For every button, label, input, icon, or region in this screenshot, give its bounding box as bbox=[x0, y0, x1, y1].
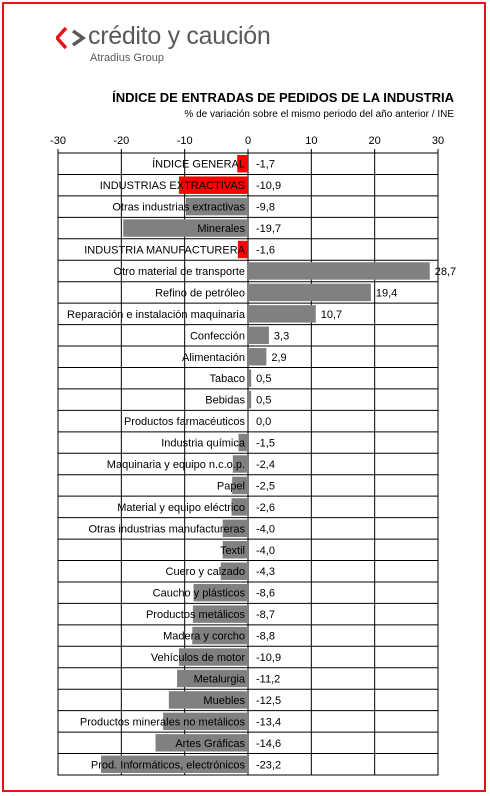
data-label: 10,7 bbox=[320, 308, 343, 321]
data-label: -4,0 bbox=[256, 544, 275, 557]
category-label: Refino de petróleo bbox=[155, 287, 245, 300]
x-tick-label: 30 bbox=[431, 135, 445, 147]
data-label: 28,7 bbox=[434, 265, 457, 278]
x-tick-label: -20 bbox=[113, 135, 130, 147]
data-label: -2,4 bbox=[256, 459, 275, 471]
category-label: INDUSTRIAS EXTRACTIVAS bbox=[99, 180, 245, 193]
x-tick-label: 20 bbox=[368, 135, 381, 147]
data-label: -8,7 bbox=[256, 609, 275, 622]
category-label: Vehículos de motor bbox=[150, 652, 245, 665]
bar bbox=[248, 369, 251, 386]
category-label: Otras industrias extractivas bbox=[112, 201, 245, 214]
category-label: Cuero y calzado bbox=[165, 566, 245, 579]
category-label: Minerales bbox=[197, 223, 245, 236]
chart-subtitle: % de variación sobre el mismo periodo del año anterior / INE bbox=[184, 109, 454, 120]
bar bbox=[248, 284, 371, 301]
data-label: -4,0 bbox=[256, 523, 275, 536]
category-label: Papel bbox=[216, 480, 245, 493]
category-label: ÍNDICE GENERAL bbox=[152, 158, 245, 171]
bar bbox=[248, 391, 251, 408]
bar bbox=[248, 305, 316, 322]
category-label: Maquinaria y equipo n.c.o.p. bbox=[106, 459, 245, 471]
bar bbox=[248, 327, 269, 344]
data-label: -13,4 bbox=[256, 716, 282, 729]
brand-subtitle: Atradius Group bbox=[90, 52, 164, 64]
data-label: -11,2 bbox=[256, 673, 281, 686]
category-label: Artes Gráficas bbox=[175, 737, 245, 750]
bar bbox=[248, 348, 266, 365]
data-label: 0,0 bbox=[256, 416, 272, 429]
data-label: -2,6 bbox=[256, 501, 275, 514]
category-label: Prod. Informáticos, electrónicos bbox=[90, 759, 245, 772]
data-label: 3,3 bbox=[273, 330, 290, 343]
data-label: -12,5 bbox=[256, 694, 282, 707]
data-label: -2,5 bbox=[256, 480, 275, 493]
data-label: 19,4 bbox=[375, 287, 398, 300]
data-label: -1,7 bbox=[256, 158, 275, 171]
data-label: -10,9 bbox=[256, 652, 282, 665]
data-label: -9,8 bbox=[256, 201, 275, 214]
category-label: Muebles bbox=[203, 694, 245, 707]
category-label: INDUSTRIA MANUFACTURERA bbox=[84, 244, 245, 257]
category-label: Bebidas bbox=[205, 394, 245, 407]
chart-title: ÍNDICE DE ENTRADAS DE PEDIDOS DE LA INDUSTRIA bbox=[112, 90, 454, 105]
data-label: -8,8 bbox=[256, 630, 275, 643]
category-label: Confección bbox=[189, 330, 245, 343]
category-label: Material y equipo eléctrico bbox=[117, 501, 245, 514]
category-label: Otro material de transporte bbox=[113, 265, 245, 278]
x-tick-label: 0 bbox=[244, 135, 252, 147]
category-label: Tabaco bbox=[209, 373, 245, 386]
category-label: Textil bbox=[219, 544, 245, 557]
data-label: -19,7 bbox=[256, 223, 282, 236]
data-label: 0,5 bbox=[256, 373, 272, 386]
category-label: Otras industrias manufactureras bbox=[88, 523, 245, 536]
bar bbox=[248, 262, 430, 279]
brand-name: crédito y caución bbox=[88, 22, 271, 50]
category-label: Madera y corcho bbox=[163, 630, 245, 643]
data-label: 2,9 bbox=[271, 351, 287, 364]
data-label: -4,3 bbox=[256, 566, 275, 579]
category-label: Productos farmacéuticos bbox=[123, 416, 245, 429]
data-label: -14,6 bbox=[256, 737, 282, 750]
data-label: -1,6 bbox=[256, 244, 275, 257]
category-label: Caucho y plásticos bbox=[152, 587, 245, 600]
x-tick-label: -30 bbox=[50, 135, 66, 147]
category-label: Industria química bbox=[161, 437, 245, 450]
x-tick-label: -10 bbox=[176, 135, 193, 147]
category-label: Productos minerales no metálicos bbox=[79, 716, 245, 729]
data-label: -8,6 bbox=[256, 587, 275, 600]
x-tick-label: 10 bbox=[305, 135, 318, 147]
data-label: -1,5 bbox=[256, 437, 275, 450]
category-label: Metalurgia bbox=[193, 673, 245, 686]
data-label: 0,5 bbox=[256, 394, 272, 407]
data-label: -23,2 bbox=[256, 759, 282, 772]
category-label: Productos metálicos bbox=[145, 609, 245, 622]
data-label: -10,9 bbox=[256, 180, 282, 193]
category-label: Reparación e instalación maquinaria bbox=[67, 308, 245, 321]
category-label: Alimentación bbox=[182, 351, 245, 364]
